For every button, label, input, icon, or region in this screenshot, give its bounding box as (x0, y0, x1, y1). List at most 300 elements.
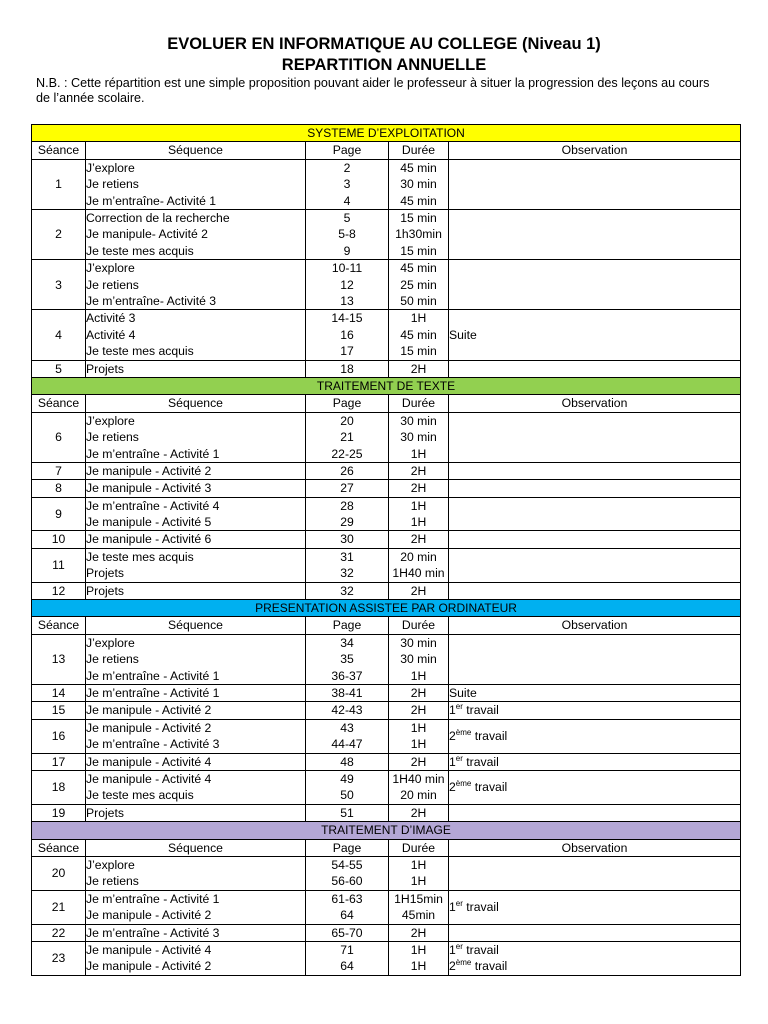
duree-cell (389, 771, 449, 805)
sequence-cell (86, 804, 306, 821)
sequence-line: Projets (86, 361, 124, 376)
observation-cell (449, 634, 741, 684)
observation-line: Suite (449, 327, 477, 342)
page-cell (306, 685, 389, 702)
page-value: 14-15 (331, 311, 363, 326)
page-value: 31 (340, 549, 354, 564)
seance-number: 1 (32, 159, 86, 209)
page-value: 16 (340, 327, 354, 342)
table-row (32, 462, 741, 479)
page-value: 61-63 (331, 891, 363, 906)
col-page-header: Page (306, 617, 389, 634)
duree-value: 2H (410, 754, 427, 769)
duree-value: 2H (410, 583, 427, 598)
page-cell (306, 310, 389, 360)
duree-value: 1H (410, 515, 427, 530)
page-value: 27 (340, 481, 354, 496)
duree-cell (389, 634, 449, 684)
page-value: 51 (340, 805, 354, 820)
duree-cell (389, 412, 449, 462)
observation-line: 1er travail (449, 942, 499, 958)
duree-value: 1H (410, 858, 427, 873)
sequence-line: Correction de la recherche (86, 210, 230, 225)
table-row (32, 310, 741, 360)
table-row (32, 719, 741, 753)
seance-number: 9 (32, 497, 86, 531)
sequence-line: Je manipule - Activité 2 (86, 908, 212, 923)
section-title: TRAITEMENT D’IMAGE (32, 822, 741, 839)
seance-number: 10 (32, 531, 86, 548)
col-observation-header: Observation (449, 839, 741, 856)
sequence-cell (86, 360, 306, 377)
duree-cell (389, 497, 449, 531)
col-page-header: Page (306, 142, 389, 159)
page-cell (306, 702, 389, 719)
table-row (32, 771, 741, 805)
page-value: 20 (340, 413, 354, 428)
sequence-cell (86, 260, 306, 310)
observation-line: 2ème travail (449, 958, 508, 974)
page-value: 43 (340, 720, 354, 735)
page-cell (306, 942, 389, 976)
duree-value: 30 min (400, 430, 437, 445)
sequence-line: Je teste mes acquis (86, 549, 194, 564)
sequence-line: Je manipule - Activité 2 (86, 720, 212, 735)
sequence-cell (86, 942, 306, 976)
seance-number: 3 (32, 260, 86, 310)
duree-value: 1H (410, 311, 427, 326)
page-value: 49 (340, 772, 354, 787)
sequence-line: J’explore (86, 413, 135, 428)
section-title: SYSTEME D’EXPLOITATION (32, 125, 741, 142)
observation-line: Suite (449, 686, 477, 701)
duree-value: 1H (410, 737, 427, 752)
observation-superscript: ème (455, 779, 472, 789)
seance-number: 20 (32, 857, 86, 891)
duree-cell (389, 702, 449, 719)
duree-value: 1H (410, 874, 427, 889)
page-value: 5 (343, 210, 351, 225)
page-value: 10-11 (331, 261, 363, 276)
sequence-cell (86, 462, 306, 479)
observation-superscript: er (455, 702, 463, 712)
table-row (32, 480, 741, 497)
duree-value: 45 min (400, 327, 437, 342)
sequence-line: Je retiens (86, 177, 139, 192)
seance-number: 19 (32, 804, 86, 821)
section-title: PRESENTATION ASSISTEE PAR ORDINATEUR (32, 600, 741, 617)
page-value: 65-70 (331, 925, 363, 940)
duree-cell (389, 480, 449, 497)
sequence-line: Je manipule - Activité 6 (86, 532, 212, 547)
document-title: EVOLUER EN INFORMATIQUE AU COLLEGE (Niveau 1) (167, 35, 601, 53)
section-header-row (32, 125, 741, 142)
section-header-row (32, 600, 741, 617)
seance-number: 23 (32, 942, 86, 976)
duree-value: 30 min (400, 635, 437, 650)
seance-number: 22 (32, 924, 86, 941)
page-value: 2 (343, 160, 351, 175)
seance-number: 11 (32, 548, 86, 582)
seance-number: 21 (32, 890, 86, 924)
sequence-line: Je manipule - Activité 2 (86, 703, 212, 718)
table-row (32, 159, 741, 209)
duree-cell (389, 531, 449, 548)
column-header-row (32, 617, 741, 634)
document-subtitle: REPARTITION ANNUELLE (281, 56, 487, 74)
document-note: N.B. : Cette répartition est une simple proposition pouvant aider le professeur à situer la progression des leçons au cours de l’année scolaire. (36, 76, 710, 105)
observation-cell (449, 310, 741, 360)
table-row (32, 634, 741, 684)
page-value: 29 (340, 515, 354, 530)
seance-number: 2 (32, 209, 86, 259)
page-cell (306, 531, 389, 548)
observation-cell (449, 412, 741, 462)
observation-cell (449, 924, 741, 941)
sequence-line: J’explore (86, 635, 135, 650)
sequence-line: J’explore (86, 261, 135, 276)
seance-number: 12 (32, 582, 86, 599)
column-header-row (32, 142, 741, 159)
observation-cell (449, 857, 741, 891)
sequence-cell (86, 548, 306, 582)
observation-cell (449, 890, 741, 924)
sequence-cell (86, 497, 306, 531)
col-page-header: Page (306, 839, 389, 856)
col-sequence-header: Séquence (86, 839, 306, 856)
column-header-row (32, 395, 741, 412)
sequence-line: Activité 3 (86, 311, 136, 326)
table-row (32, 890, 741, 924)
duree-value: 20 min (400, 549, 437, 564)
duree-cell (389, 360, 449, 377)
page-value: 28 (340, 498, 354, 513)
observation-cell (449, 771, 741, 805)
sequence-cell (86, 924, 306, 941)
page-value: 22-25 (331, 446, 363, 461)
sequence-line: Je manipule - Activité 5 (86, 515, 212, 530)
sequence-cell (86, 771, 306, 805)
duree-value: 1H (410, 668, 427, 683)
duree-cell (389, 804, 449, 821)
table-row (32, 804, 741, 821)
observation-cell (449, 702, 741, 719)
col-sequence-header: Séquence (86, 142, 306, 159)
duree-value: 1H (410, 943, 427, 958)
page-cell (306, 159, 389, 209)
duree-cell (389, 462, 449, 479)
duree-cell (389, 753, 449, 770)
sequence-cell (86, 582, 306, 599)
col-seance-header: Séance (32, 142, 86, 159)
observation-cell (449, 260, 741, 310)
duree-value: 2H (410, 805, 427, 820)
duree-value: 1H40 min (392, 772, 445, 787)
sequence-cell (86, 159, 306, 209)
page-value: 3 (343, 177, 351, 192)
sequence-line: Je m’entraîne - Activité 3 (86, 737, 220, 752)
sequence-line: Je m’entraîne - Activité 1 (86, 668, 220, 683)
page-value: 35 (340, 652, 354, 667)
page-value: 26 (340, 463, 354, 478)
observation-superscript: ème (455, 958, 472, 968)
repartition-table (31, 124, 741, 976)
sequence-line: Je manipule - Activité 4 (86, 943, 212, 958)
page-value: 42-43 (331, 703, 363, 718)
table-row (32, 360, 741, 377)
seance-number: 16 (32, 719, 86, 753)
observation-cell (449, 804, 741, 821)
observation-line: 1er travail (449, 702, 499, 718)
page-value: 44-47 (331, 737, 363, 752)
page-cell (306, 771, 389, 805)
duree-value: 45 min (400, 160, 437, 175)
page-value: 32 (340, 583, 354, 598)
page-cell (306, 924, 389, 941)
seance-number: 17 (32, 753, 86, 770)
col-duree-header: Durée (389, 395, 449, 412)
seance-number: 15 (32, 702, 86, 719)
table-row (32, 531, 741, 548)
page-cell (306, 260, 389, 310)
table-row (32, 753, 741, 770)
duree-cell (389, 548, 449, 582)
sequence-cell (86, 634, 306, 684)
page-value: 71 (340, 943, 354, 958)
duree-value: 1H (410, 446, 427, 461)
duree-value: 15 min (400, 210, 437, 225)
sequence-line: Je m’entraîne- Activité 1 (86, 193, 217, 208)
observation-cell (449, 942, 741, 976)
duree-value: 1H (410, 498, 427, 513)
page-cell (306, 360, 389, 377)
page-value: 30 (340, 532, 354, 547)
page-value: 54-55 (331, 858, 363, 873)
table-row (32, 548, 741, 582)
sequence-cell (86, 890, 306, 924)
page-cell (306, 497, 389, 531)
sequence-line: Projets (86, 583, 124, 598)
col-duree-header: Durée (389, 617, 449, 634)
page-cell (306, 209, 389, 259)
observation-cell (449, 497, 741, 531)
sequence-cell (86, 753, 306, 770)
table-row (32, 412, 741, 462)
observation-line: 1er travail (449, 899, 499, 915)
duree-value: 15 min (400, 243, 437, 258)
page-value: 9 (343, 243, 351, 258)
seance-number: 5 (32, 360, 86, 377)
observation-cell (449, 531, 741, 548)
col-observation-header: Observation (449, 617, 741, 634)
table-row (32, 924, 741, 941)
duree-value: 2H (410, 481, 427, 496)
page-value: 48 (340, 754, 354, 769)
duree-value: 30 min (400, 413, 437, 428)
page-cell (306, 804, 389, 821)
duree-value: 1H15min (394, 891, 443, 906)
page-value: 4 (343, 193, 351, 208)
duree-cell (389, 159, 449, 209)
duree-value: 15 min (400, 344, 437, 359)
observation-cell (449, 548, 741, 582)
sequence-line: Je teste mes acquis (86, 344, 194, 359)
observation-superscript: ème (455, 728, 472, 738)
table-row (32, 685, 741, 702)
duree-value: 50 min (400, 293, 437, 308)
col-page-header: Page (306, 395, 389, 412)
page-cell (306, 548, 389, 582)
duree-cell (389, 857, 449, 891)
observation-cell (449, 360, 741, 377)
page-value: 21 (340, 430, 354, 445)
seance-number: 18 (32, 771, 86, 805)
sequence-line: Je teste mes acquis (86, 243, 194, 258)
page-value: 34 (340, 635, 354, 650)
observation-cell (449, 753, 741, 770)
sequence-line: Je manipule - Activité 2 (86, 463, 212, 478)
table-row (32, 857, 741, 891)
page-value: 17 (340, 344, 354, 359)
page-value: 5-8 (338, 227, 356, 242)
duree-cell (389, 924, 449, 941)
sequence-cell (86, 685, 306, 702)
observation-line: 2ème travail (449, 779, 508, 795)
sequence-cell (86, 702, 306, 719)
col-seance-header: Séance (32, 617, 86, 634)
seance-number: 7 (32, 462, 86, 479)
sequence-line: Je retiens (86, 874, 139, 889)
col-seance-header: Séance (32, 395, 86, 412)
duree-value: 2H (410, 532, 427, 547)
section-header-row (32, 377, 741, 394)
page-cell (306, 412, 389, 462)
sequence-line: Je m’entraîne - Activité 3 (86, 925, 220, 940)
duree-value: 2H (410, 361, 427, 376)
sequence-line: Je m’entraîne - Activité 4 (86, 498, 220, 513)
duree-value: 25 min (400, 277, 437, 292)
sequence-line: Activité 4 (86, 327, 136, 342)
sequence-cell (86, 209, 306, 259)
sequence-line: Projets (86, 805, 124, 820)
duree-value: 30 min (400, 177, 437, 192)
duree-value: 1H40 min (392, 566, 445, 581)
page-value: 18 (340, 361, 354, 376)
col-observation-header: Observation (449, 142, 741, 159)
page-value: 50 (340, 788, 354, 803)
table-row (32, 497, 741, 531)
sequence-line: Projets (86, 566, 124, 581)
sequence-cell (86, 719, 306, 753)
observation-superscript: er (455, 942, 463, 952)
sequence-line: Je m’entraîne- Activité 3 (86, 293, 217, 308)
page-value: 56-60 (331, 874, 363, 889)
duree-value: 30 min (400, 652, 437, 667)
observation-cell (449, 209, 741, 259)
duree-value: 1H (410, 720, 427, 735)
sequence-cell (86, 412, 306, 462)
duree-value: 45 min (400, 261, 437, 276)
sequence-cell (86, 310, 306, 360)
observation-cell (449, 462, 741, 479)
duree-value: 2H (410, 703, 427, 718)
page-value: 13 (340, 293, 354, 308)
table-row (32, 702, 741, 719)
duree-value: 2H (410, 463, 427, 478)
duree-value: 1h30min (395, 227, 442, 242)
seance-number: 8 (32, 480, 86, 497)
page-cell (306, 719, 389, 753)
sequence-line: Je m’entraîne - Activité 1 (86, 686, 220, 701)
page-value: 64 (340, 959, 354, 974)
seance-number: 13 (32, 634, 86, 684)
sequence-line: Je retiens (86, 652, 139, 667)
observation-superscript: er (455, 753, 463, 763)
page-cell (306, 462, 389, 479)
column-header-row (32, 839, 741, 856)
col-sequence-header: Séquence (86, 395, 306, 412)
sequence-line: J’explore (86, 160, 135, 175)
duree-cell (389, 685, 449, 702)
duree-cell (389, 582, 449, 599)
observation-line: 2ème travail (449, 728, 508, 744)
duree-value: 45 min (400, 193, 437, 208)
page-value: 64 (340, 908, 354, 923)
seance-number: 14 (32, 685, 86, 702)
duree-cell (389, 310, 449, 360)
duree-value: 2H (410, 925, 427, 940)
seance-number: 4 (32, 310, 86, 360)
sequence-line: Je retiens (86, 277, 139, 292)
duree-cell (389, 260, 449, 310)
section-header-row (32, 822, 741, 839)
sequence-line: Je manipule - Activité 3 (86, 481, 212, 496)
sequence-line: Je manipule - Activité 4 (86, 754, 212, 769)
page-cell (306, 857, 389, 891)
page-cell (306, 890, 389, 924)
col-observation-header: Observation (449, 395, 741, 412)
observation-cell (449, 685, 741, 702)
sequence-line: Je manipule - Activité 4 (86, 772, 212, 787)
col-sequence-header: Séquence (86, 617, 306, 634)
duree-cell (389, 890, 449, 924)
sequence-line: Je m’entraîne - Activité 1 (86, 446, 220, 461)
table-row (32, 942, 741, 976)
table-row (32, 582, 741, 599)
sequence-cell (86, 480, 306, 497)
col-duree-header: Durée (389, 142, 449, 159)
page-value: 36-37 (331, 668, 363, 683)
sequence-line: J’explore (86, 858, 135, 873)
observation-cell (449, 159, 741, 209)
observation-cell (449, 582, 741, 599)
col-duree-header: Durée (389, 839, 449, 856)
sequence-line: Je retiens (86, 430, 139, 445)
section-title: TRAITEMENT DE TEXTE (32, 377, 741, 394)
duree-value: 2H (410, 686, 427, 701)
observation-line: 1er travail (449, 753, 499, 769)
page-cell (306, 480, 389, 497)
sequence-cell (86, 857, 306, 891)
sequence-line: Je manipule - Activité 2 (86, 959, 212, 974)
duree-value: 45min (401, 908, 436, 923)
duree-value: 20 min (400, 788, 437, 803)
page-value: 32 (340, 566, 354, 581)
page-value: 38-41 (331, 686, 363, 701)
duree-cell (389, 719, 449, 753)
duree-value: 1H (410, 959, 427, 974)
page-value: 12 (340, 277, 354, 292)
